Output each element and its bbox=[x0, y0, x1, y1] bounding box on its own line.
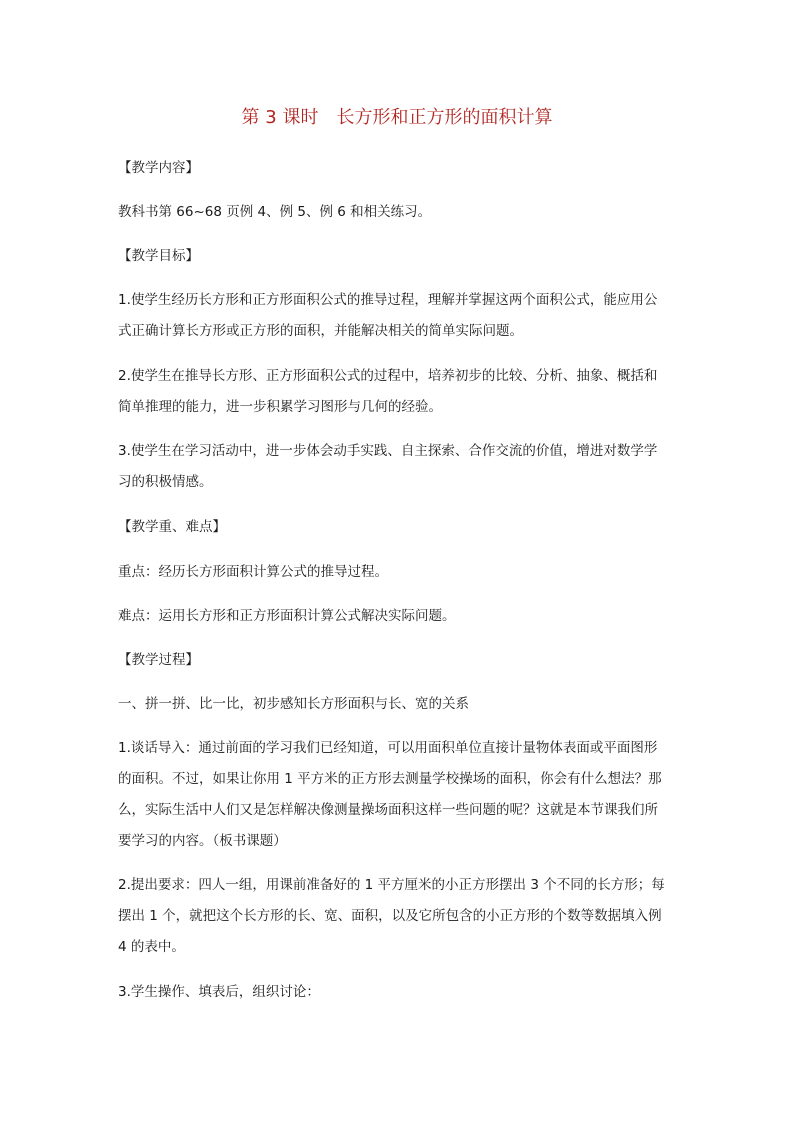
goal-3-line-2: 习的积极情感。 bbox=[118, 474, 213, 490]
goals-heading: 【教学目标】 bbox=[118, 248, 199, 264]
page-title: 第 3 课时 长方形和正方形的面积计算 bbox=[241, 107, 553, 128]
step-2-line-2: 摆出 1 个，就把这个长方形的长、宽、面积，以及它所包含的小正方形的个数等数据填入例 bbox=[118, 908, 662, 924]
step-2-line-1: 2.提出要求：四人一组，用课前准备好的 1 平方厘米的小正方形摆出 3 个不同的长方形；每 bbox=[118, 877, 665, 893]
keypoints-heading: 【教学重、难点】 bbox=[118, 519, 226, 535]
content-text: 教科书第 66~68 页例 4、例 5、例 6 和相关练习。 bbox=[118, 204, 432, 220]
difficulty-text: 难点：运用长方形和正方形面积计算公式解决实际问题。 bbox=[118, 608, 456, 624]
step-2-line-3: 4 的表中。 bbox=[118, 939, 185, 955]
goal-1-line-1: 1.使学生经历长方形和正方形面积公式的推导过程，理解并掌握这两个面积公式，能应用公 bbox=[118, 292, 658, 308]
step-1-line-3: 么，实际生活中人们又是怎样解决像测量操场面积这样一些问题的呢？这就是本节课我们所 bbox=[118, 802, 658, 818]
keypoint-text: 重点：经历长方形面积计算公式的推导过程。 bbox=[118, 564, 388, 580]
step-1-line-4: 要学习的内容。（板书课题） bbox=[118, 833, 287, 849]
process-heading: 【教学过程】 bbox=[118, 652, 199, 668]
step-1-line-2: 的面积。不过，如果让你用 1 平方米的正方形去测量学校操场的面积，你会有什么想法？那 bbox=[118, 771, 662, 787]
content-heading: 【教学内容】 bbox=[118, 160, 199, 176]
goal-2-line-1: 2.使学生在推导长方形、正方形面积公式的过程中，培养初步的比较、分析、抽象、概括和 bbox=[118, 368, 658, 384]
goal-1-line-2: 式正确计算长方形或正方形的面积，并能解决相关的简单实际问题。 bbox=[118, 323, 523, 339]
step-3-line-1: 3.学生操作、填表后，组织讨论： bbox=[118, 984, 320, 1000]
step-1-line-1: 1.谈话导入：通过前面的学习我们已经知道，可以用面积单位直接计量物体表面或平面图形 bbox=[118, 740, 658, 756]
goal-2-line-2: 简单推理的能力，进一步积累学习图形与几何的经验。 bbox=[118, 399, 442, 415]
goal-3-line-1: 3.使学生在学习活动中，进一步体会动手实践、自主探索、合作交流的价值，增进对数学学 bbox=[118, 443, 658, 459]
process-part-1: 一、拼一拼、比一比，初步感知长方形面积与长、宽的关系 bbox=[118, 696, 469, 712]
